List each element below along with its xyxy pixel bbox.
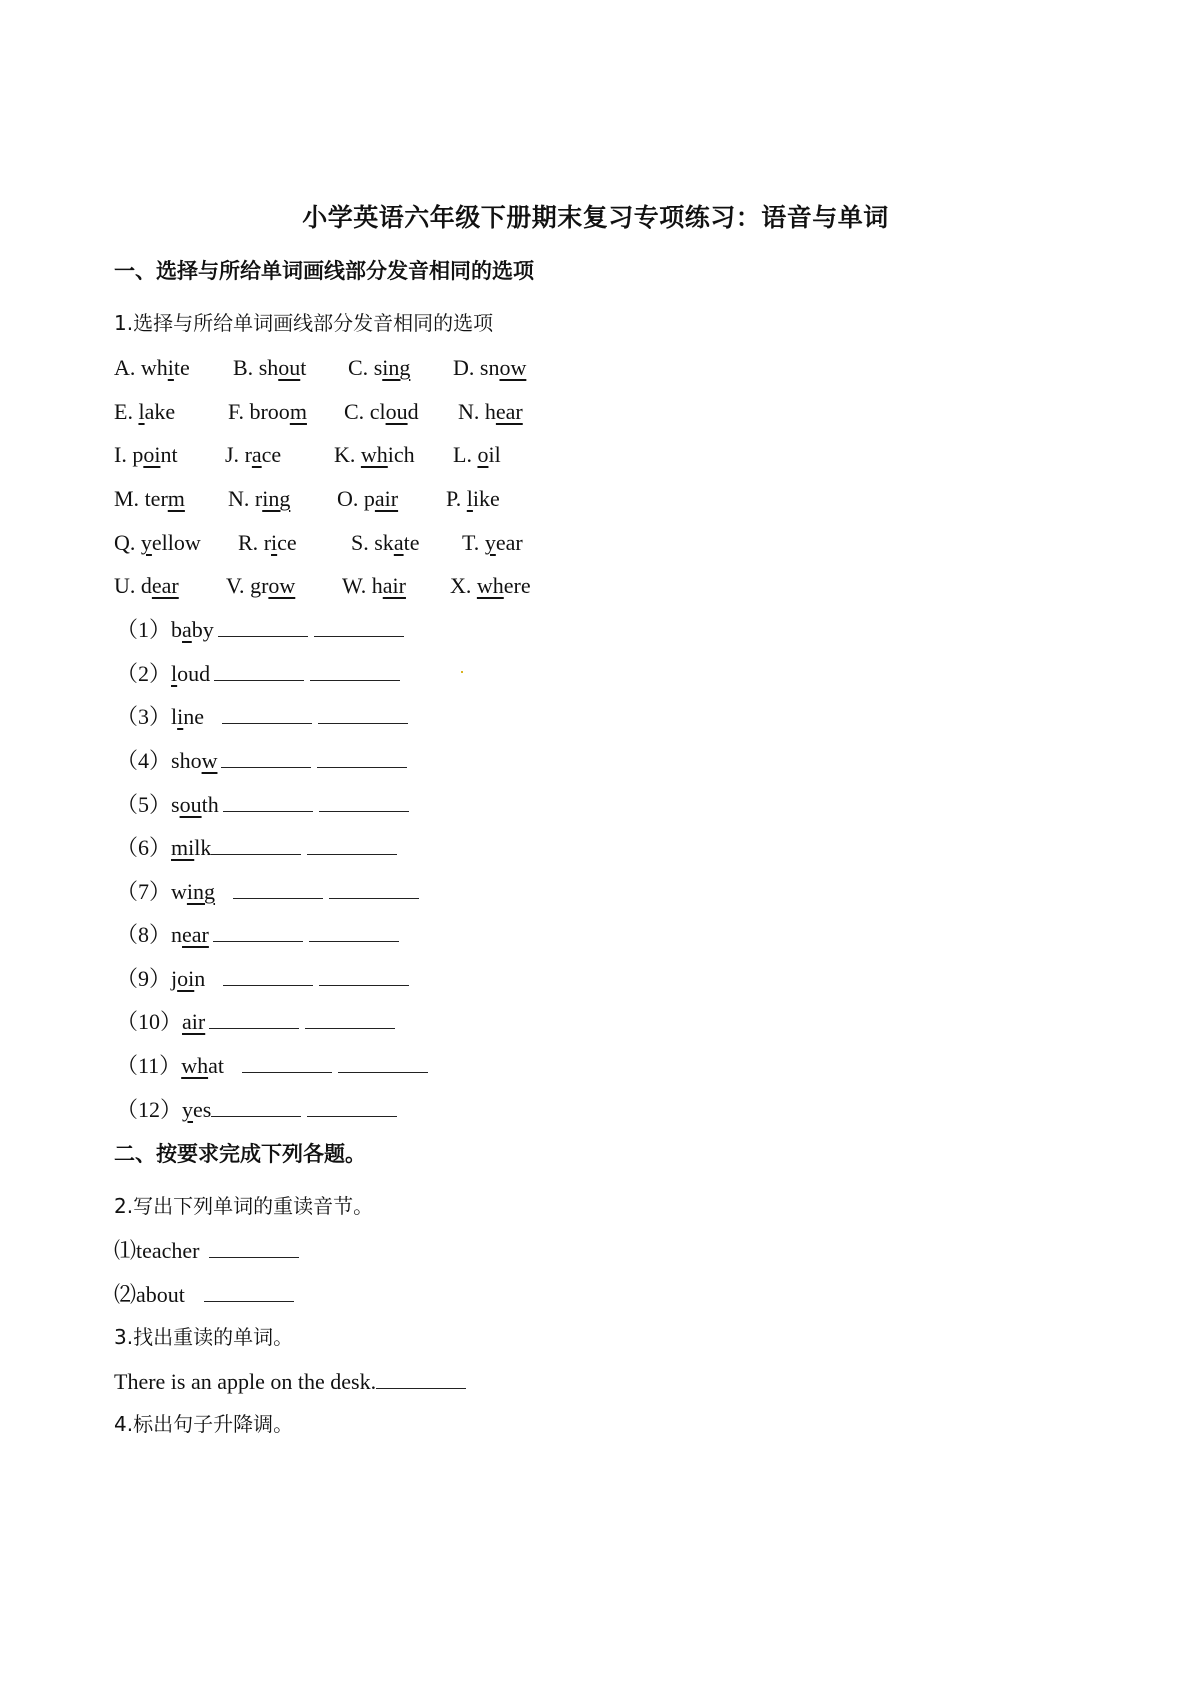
- option-item: [225, 442, 281, 468]
- numbered-item: [116, 921, 399, 948]
- option-label: B.: [233, 355, 259, 380]
- stray-mark: [461, 671, 463, 673]
- underlined-part: ear: [182, 922, 209, 947]
- sentence: There is an apple on the desk.: [114, 1369, 377, 1394]
- underlined-part: a: [182, 617, 192, 642]
- numbered-item: [116, 791, 409, 818]
- answer-blank-2[interactable]: [314, 616, 404, 637]
- word-part: r: [254, 486, 263, 511]
- underlined-part: w: [201, 748, 218, 773]
- answer-blank[interactable]: [209, 1237, 299, 1258]
- option-label: O.: [337, 486, 364, 511]
- numbered-item: [116, 834, 397, 861]
- option-label: C.: [348, 355, 374, 380]
- answer-blank-1[interactable]: [218, 616, 308, 637]
- word-part: ear: [495, 530, 523, 555]
- word-part: s: [373, 355, 383, 380]
- answer-blank-2[interactable]: [310, 660, 400, 681]
- word-part: ce: [261, 442, 282, 467]
- word-part: ake: [144, 399, 176, 424]
- word-part: by: [191, 617, 214, 642]
- word-part: b: [171, 617, 183, 642]
- option-label: L.: [453, 442, 478, 467]
- option-item: [344, 399, 419, 425]
- answer-blank-1[interactable]: [213, 921, 303, 942]
- word-part: w: [171, 879, 187, 904]
- word-part: sho: [171, 748, 202, 773]
- item-number: （7）: [116, 879, 172, 904]
- answer-blank-2[interactable]: [319, 791, 409, 812]
- option-item: [446, 486, 500, 512]
- word-part: l: [171, 704, 178, 729]
- option-label: J.: [225, 442, 245, 467]
- option-item: [114, 355, 190, 381]
- underlined-part: air: [374, 486, 399, 511]
- option-label: D.: [453, 355, 480, 380]
- underlined-part: m: [167, 486, 185, 511]
- underlined-part: wh: [181, 1053, 209, 1078]
- item-word: teacher: [136, 1238, 200, 1263]
- word-part: oud: [177, 661, 211, 686]
- underlined-part: i: [167, 355, 174, 380]
- numbered-item: [116, 1008, 395, 1035]
- answer-blank-2[interactable]: [305, 1008, 395, 1029]
- answer-blank-2[interactable]: [319, 965, 409, 986]
- answer-blank-1[interactable]: [223, 791, 313, 812]
- question-4-prompt: 4.标出句子升降调。: [114, 1412, 294, 1436]
- underlined-part: y: [182, 1097, 194, 1122]
- underlined-part: ing: [382, 355, 411, 380]
- item-number: （8）: [116, 922, 172, 947]
- word-part: ce: [277, 530, 297, 555]
- option-item: [238, 530, 297, 556]
- underlined-part: m: [289, 399, 307, 424]
- numbered-item: [116, 703, 408, 730]
- underlined-part: air: [182, 1009, 206, 1034]
- option-item: [334, 442, 415, 468]
- underlined-part: oi: [177, 966, 195, 991]
- numbered-item: [116, 616, 404, 643]
- item-number: （1）: [116, 617, 172, 642]
- section-1-heading: 一、选择与所给单词画线部分发音相同的选项: [114, 259, 534, 283]
- option-item: [450, 573, 531, 599]
- word-part: lk: [194, 835, 212, 860]
- answer-blank-2[interactable]: [309, 921, 399, 942]
- item-number: （12）: [116, 1097, 183, 1122]
- underlined-part: oi: [143, 442, 161, 467]
- option-label: R.: [238, 530, 264, 555]
- word-part: d: [140, 573, 152, 598]
- word-part: ter: [144, 486, 168, 511]
- word-part: sk: [374, 530, 394, 555]
- item-number: （9）: [116, 966, 172, 991]
- answer-blank-1[interactable]: [222, 703, 312, 724]
- option-item: [453, 355, 526, 381]
- word-part: r: [244, 442, 252, 467]
- option-item: [337, 486, 398, 512]
- option-label: T.: [462, 530, 485, 555]
- word-part: p: [132, 442, 144, 467]
- underlined-part: a: [251, 442, 262, 467]
- option-label: V.: [226, 573, 251, 598]
- item-number: （4）: [116, 748, 172, 773]
- option-item: [233, 355, 306, 381]
- option-item: [458, 399, 523, 425]
- word-part: il: [488, 442, 501, 467]
- option-label: K.: [334, 442, 361, 467]
- word-part: r: [263, 530, 272, 555]
- underlined-part: wh: [476, 573, 504, 598]
- answer-blank-1[interactable]: [214, 660, 304, 681]
- answer-blank-1[interactable]: [223, 965, 313, 986]
- word-part: ich: [387, 442, 415, 467]
- underlined-part: wh: [360, 442, 388, 467]
- numbered-item: [116, 965, 409, 992]
- underlined-part: ou: [278, 355, 301, 380]
- underlined-part: ow: [268, 573, 296, 598]
- option-item: [453, 442, 501, 468]
- option-item: [114, 442, 178, 468]
- word-part: ike: [472, 486, 500, 511]
- question-2-prompt: 2.写出下列单词的重读音节。: [114, 1194, 374, 1218]
- option-label: X.: [450, 573, 477, 598]
- word-part: te: [403, 530, 420, 555]
- answer-blank-1[interactable]: [211, 1096, 301, 1117]
- underlined-part: l: [171, 661, 178, 686]
- answer-blank-2[interactable]: [338, 1052, 428, 1073]
- word-part: p: [363, 486, 375, 511]
- question-1-prompt: 1.选择与所给单词画线部分发音相同的选项: [114, 311, 494, 335]
- word-part: sn: [479, 355, 500, 380]
- word-part: es: [193, 1097, 212, 1122]
- answer-blank-2[interactable]: [307, 834, 397, 855]
- answer-blank-1[interactable]: [242, 1052, 332, 1073]
- numbered-item: [116, 660, 400, 687]
- underlined-part: ow: [499, 355, 527, 380]
- answer-blank-1[interactable]: [211, 834, 301, 855]
- question-3-sentence-row: [114, 1368, 466, 1395]
- underlined-part: l: [466, 486, 473, 511]
- underlined-part: ou: [385, 399, 408, 424]
- numbered-item: [116, 878, 419, 905]
- underlined-part: y: [484, 530, 496, 555]
- answer-blank-2[interactable]: [317, 747, 407, 768]
- answer-blank-2[interactable]: [307, 1096, 397, 1117]
- word-part: at: [208, 1053, 224, 1078]
- option-item: [348, 355, 410, 381]
- underlined-part: ear: [495, 399, 523, 424]
- word-part: s: [171, 792, 180, 817]
- option-label: S.: [351, 530, 375, 555]
- answer-blank-2[interactable]: [318, 703, 408, 724]
- numbered-item: [116, 747, 407, 774]
- option-item: [342, 573, 406, 599]
- word-part: te: [173, 355, 190, 380]
- word-part: n: [194, 966, 206, 991]
- item-number: （3）: [116, 704, 172, 729]
- option-item: [114, 530, 201, 556]
- word-part: ne: [183, 704, 205, 729]
- question-2-item-1: [114, 1237, 299, 1264]
- numbered-item: [116, 1096, 397, 1123]
- option-label: N.: [228, 486, 255, 511]
- answer-blank-1[interactable]: [221, 747, 311, 768]
- word-part: h: [484, 399, 496, 424]
- word-part: th: [201, 792, 219, 817]
- underlined-part: air: [382, 573, 406, 598]
- option-label: P.: [446, 486, 467, 511]
- option-label: F.: [228, 399, 250, 424]
- underlined-part: ear: [151, 573, 179, 598]
- word-part: t: [300, 355, 307, 380]
- word-part: wh: [140, 355, 168, 380]
- underlined-part: a: [393, 530, 404, 555]
- item-word: about: [136, 1282, 185, 1307]
- item-number: ⑴: [114, 1238, 137, 1263]
- word-part: d: [407, 399, 419, 424]
- item-number: （2）: [116, 661, 172, 686]
- item-number: （11）: [116, 1053, 182, 1078]
- answer-blank-1[interactable]: [209, 1008, 299, 1029]
- word-part: cl: [369, 399, 386, 424]
- word-part: ere: [503, 573, 531, 598]
- underlined-part: o: [477, 442, 489, 467]
- word-part: sh: [258, 355, 279, 380]
- word-part: broo: [249, 399, 290, 424]
- option-item: [114, 573, 179, 599]
- option-item: [228, 486, 290, 512]
- word-part: n: [171, 922, 183, 947]
- question-2-item-2: [114, 1281, 294, 1308]
- underlined-part: ing: [186, 879, 216, 904]
- option-item: [114, 486, 185, 512]
- option-label: E.: [114, 399, 139, 424]
- option-item: [114, 399, 175, 425]
- item-number: （10）: [116, 1009, 183, 1034]
- option-item: [462, 530, 523, 556]
- option-item: [226, 573, 295, 599]
- underlined-part: y: [140, 530, 152, 555]
- word-part: ellow: [151, 530, 201, 555]
- option-label: A.: [114, 355, 141, 380]
- answer-blank-1[interactable]: [233, 878, 323, 899]
- option-label: Q.: [114, 530, 141, 555]
- underlined-part: l: [138, 399, 145, 424]
- underlined-part: mi: [171, 835, 195, 860]
- answer-blank[interactable]: [376, 1368, 466, 1389]
- section-2-heading: 二、按要求完成下列各题。: [114, 1142, 366, 1166]
- word-part: gr: [250, 573, 269, 598]
- option-label: W.: [342, 573, 372, 598]
- word-part: h: [371, 573, 383, 598]
- option-item: [228, 399, 307, 425]
- underlined-part: i: [177, 704, 184, 729]
- page-title: 小学英语六年级下册期末复习专项练习：语音与单词: [302, 203, 889, 232]
- numbered-item: [116, 1052, 428, 1079]
- option-label: N.: [458, 399, 485, 424]
- underlined-part: ou: [179, 792, 202, 817]
- option-label: M.: [114, 486, 145, 511]
- item-number: ⑵: [114, 1282, 137, 1307]
- option-item: [351, 530, 419, 556]
- option-label: U.: [114, 573, 141, 598]
- question-3-prompt: 3.找出重读的单词。: [114, 1325, 294, 1349]
- underlined-part: i: [271, 530, 278, 555]
- answer-blank[interactable]: [204, 1281, 294, 1302]
- option-label: I.: [114, 442, 133, 467]
- option-label: C.: [344, 399, 370, 424]
- word-part: nt: [160, 442, 178, 467]
- item-number: （6）: [116, 835, 172, 860]
- item-number: （5）: [116, 792, 172, 817]
- word-part: j: [171, 966, 178, 991]
- underlined-part: ing: [262, 486, 291, 511]
- answer-blank-2[interactable]: [329, 878, 419, 899]
